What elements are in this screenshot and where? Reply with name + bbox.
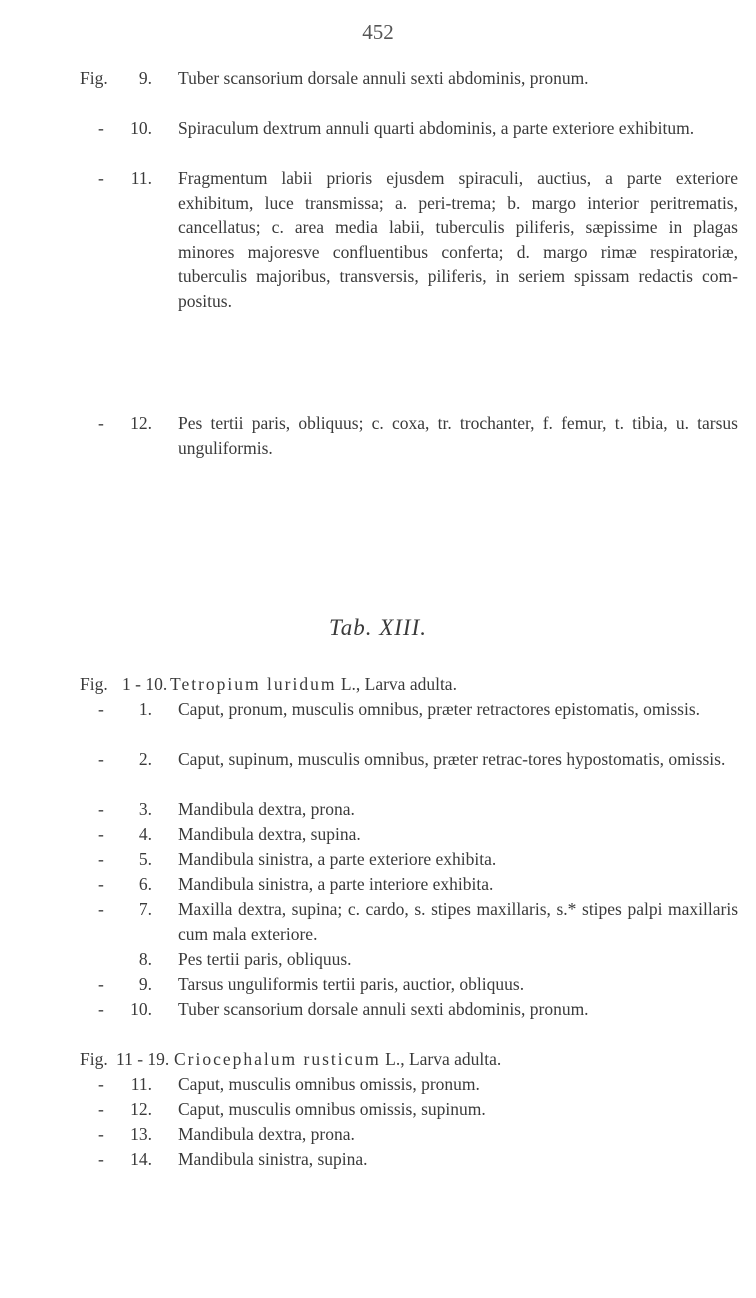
fig-number: 10. <box>130 118 152 138</box>
fig-prefix: Fig. <box>80 674 108 694</box>
fig-number: 2. <box>138 749 152 769</box>
fig-caption: Tuber scansorium dorsale annuli sexti abdominis, pronum. <box>178 999 589 1019</box>
fig-number: 10. <box>130 999 152 1019</box>
fig-caption: Pes tertii paris, obliquus. <box>178 949 352 969</box>
fig-number: 5. <box>138 849 152 869</box>
fig-number: 11 - 19. <box>116 1049 170 1069</box>
fig-prefix: - <box>98 999 104 1019</box>
caption-rest: L., Larva adulta. <box>336 674 457 694</box>
fig-caption <box>174 1047 734 1072</box>
fig-caption: Caput, musculis omnibus omissis, pronum. <box>178 1074 480 1094</box>
fig-number: 8. <box>138 949 152 969</box>
fig-prefix: - <box>98 118 104 138</box>
fig-prefix: Fig. <box>80 1049 108 1069</box>
fig-number: 12. <box>130 1099 152 1119</box>
fig-number: 1. <box>138 699 152 719</box>
fig-prefix: - <box>98 699 104 719</box>
fig-caption: Mandibula dextra, prona. <box>178 799 355 819</box>
fig-number: 7. <box>138 899 152 919</box>
species-name: Tetropium luridum <box>170 674 337 694</box>
fig-prefix: - <box>98 413 104 433</box>
page-number: 452 <box>362 20 394 44</box>
fig-prefix: Fig. <box>80 68 108 88</box>
fig-caption: Caput, supinum, musculis omnibus, præter retrac-tores hypostomatis, omissis. <box>178 749 726 769</box>
fig-number: 11. <box>130 168 152 188</box>
fig-caption: Caput, musculis omnibus omissis, supinum. <box>178 1099 486 1119</box>
plate-heading: Tab. XIII. <box>329 615 427 640</box>
fig-caption: Tuber scansorium dorsale annuli sexti abdominis, pronum. <box>178 68 589 88</box>
fig-caption: Mandibula dextra, supina. <box>178 824 361 844</box>
fig-prefix: - <box>98 974 104 994</box>
fig-number: 11. <box>130 1074 152 1094</box>
fig-caption: Mandibula sinistra, supina. <box>178 1149 368 1169</box>
fig-prefix: - <box>98 1074 104 1094</box>
fig-caption: Tarsus unguliformis tertii paris, auctior, obliquus. <box>178 974 525 994</box>
fig-caption: Fragmentum labii prioris ejusdem spiraculi, auctius, a parte exteriore exhibitum, luce transmissa; a. peri-trema; b. margo interior peritrematis, cancellatus; c. area media labii, tuberculis piliferis, sæpissime in plagas minores majoresve confluentibus conferta; d. margo rimæ respiratoriæ, tuberculis majoribus, transversis, piliferis, in seriem spissam redactis com-positus. <box>178 168 738 311</box>
fig-number: 3. <box>138 799 152 819</box>
fig-caption: Spiraculum dextrum annuli quarti abdominis, a parte exteriore exhibitum. <box>178 118 695 138</box>
fig-caption: Mandibula sinistra, a parte exteriore exhibita. <box>178 849 497 869</box>
fig-number: 4. <box>138 824 152 844</box>
fig-caption: Pes tertii paris, obliquus; c. coxa, tr. trochanter, f. femur, t. tibia, u. tarsus unguliformis. <box>178 413 738 458</box>
fig-number: 9. <box>138 68 152 88</box>
fig-prefix: - <box>98 1149 104 1169</box>
caption-rest: L., Larva adulta. <box>380 1049 502 1069</box>
fig-prefix: - <box>98 168 104 188</box>
fig-number: 13. <box>130 1124 152 1144</box>
fig-prefix: - <box>98 824 104 844</box>
fig-caption: Caput, pronum, musculis omnibus, præter retractores epistomatis, omissis. <box>178 699 701 719</box>
fig-caption: Maxilla dextra, supina; c. cardo, s. stipes maxillaris, s.* stipes palpi maxillaris cum mala exteriore. <box>178 899 738 944</box>
fig-prefix: - <box>98 899 104 919</box>
fig-prefix: - <box>98 799 104 819</box>
fig-prefix: - <box>98 1099 104 1119</box>
fig-prefix: - <box>98 849 104 869</box>
fig-caption <box>170 672 730 697</box>
fig-prefix: - <box>98 749 104 769</box>
fig-number: 14. <box>130 1149 152 1169</box>
fig-number: 9. <box>138 974 152 994</box>
fig-prefix: - <box>98 1124 104 1144</box>
fig-number: 6. <box>138 874 152 894</box>
fig-number: 12. <box>130 413 152 433</box>
fig-caption: Mandibula dextra, prona. <box>178 1124 355 1144</box>
fig-caption: Mandibula sinistra, a parte interiore exhibita. <box>178 874 494 894</box>
species-name: Criocephalum rusticum <box>174 1049 381 1069</box>
fig-number: 1 - 10. <box>122 674 168 694</box>
fig-prefix: - <box>98 874 104 894</box>
